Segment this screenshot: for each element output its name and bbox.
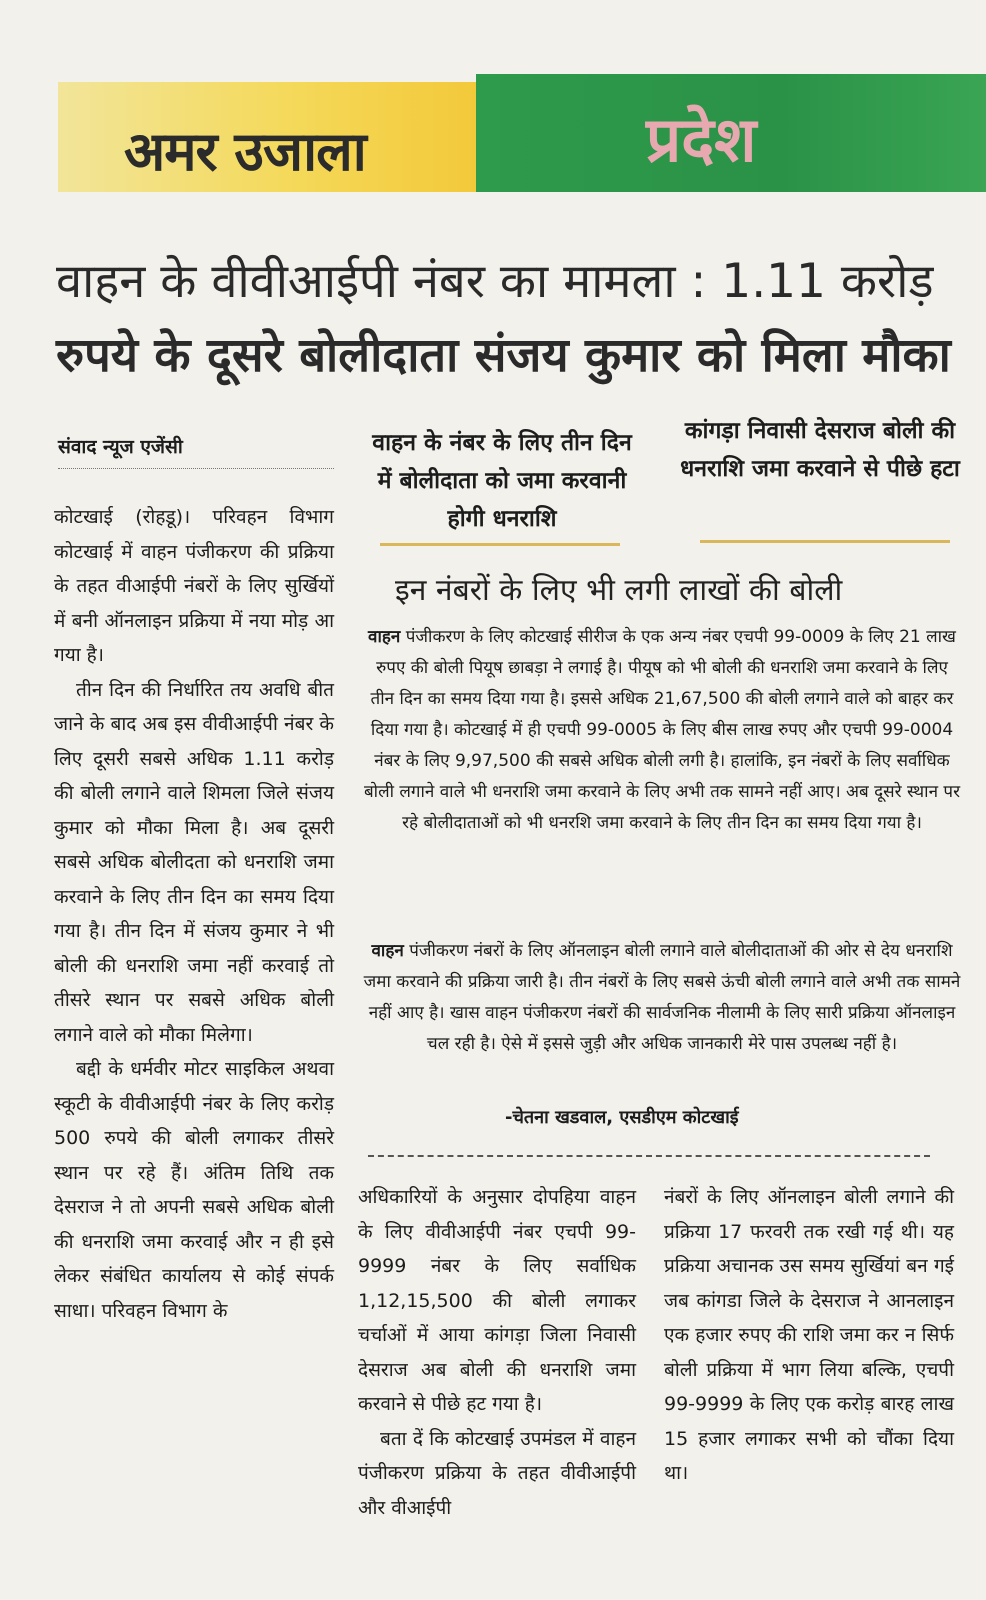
left-paragraph-3: बद्दी के धर्मवीर मोटर साइकिल अथवा स्कूटी के वीवीआईपी नंबर के लिए करोड़ 500 रुपये की बोली लगाकर तीसरे स्थान पर रहे हैं। अंतिम तिथि तक देसराज ने तो अपनी सबसे अधिक बोली की धनराशि जमा करवाई और न ही इसे लेकर संबंधित कार्यालय से कोई संपर्क साधा। परिवहन विभाग के [54, 1058, 334, 1322]
middle-paragraph-2: बता दें कि कोटखाई उपमंडल में वाहन पंजीकरण प्रक्रिया के तहत वीवीआईपी और वीआईपी [358, 1427, 636, 1519]
quote-lead: वाहन [371, 941, 404, 961]
section-panel [476, 74, 986, 192]
box-body-text: पंजीकरण के लिए कोटखाई सीरीज के एक अन्य नंबर एचपी 99-0009 के लिए 21 लाख रुपए की बोली पियूष छाबड़ा ने लगाई है। पीयूष को भी बोली की धनराशि जमा करवाने के लिए तीन दिन का समय दिया गया है। इससे अधिक 21,67,500 की बोली लगाने वाले को बाहर कर दिया गया है। कोटखाई में ही एचपी 99-0005 के लिए बीस लाख रुपए और एचपी 99-0004 नंबर के लिए 9,97,500 की सबसे अधिक बोली लगी है। हालांकि, इन नंबरों के लिए सर्वाधिक बोली लगाने वाले भी धनराशि जमा करवाने के लिए अभी तक सामने नहीं आए। अब दूसरे स्थान पर रहे बोलीदाताओं को भी धनरशि जमा करवाने के लिए तीन दिन का समय दिया गया है। [363, 627, 961, 833]
section-divider [368, 1155, 930, 1157]
official-quote [362, 936, 962, 1060]
left-paragraph-2: तीन दिन की निर्धारित तय अवधि बीत जाने के बाद अब इस वीवीआईपी नंबर के लिए दूसरी सबसे अधिक 1.11 करोड़ की बोली लगाने वाले शिमला जिले संजय कुमार को मौका मिला है। अब दूसरी सबसे अधिक बोलीदता को धनराशि जमा करवाने के लिए तीन दिन का समय दिया गया है। तीन दिन में संजय कुमार ने भी बोली की धनराशि जमा नहीं करवाई तो तीसरे स्थान पर सबसे अधिक बोली लगाने वाले को मौका मिलेगा। [54, 678, 334, 1046]
byline: संवाद न्यूज एजेंसी [58, 436, 183, 458]
masthead-logo-panel [58, 82, 476, 192]
box-heading: इन नंबरों के लिए भी लगी लाखों की बोली [395, 573, 843, 608]
box-body-lead: वाहन [368, 627, 401, 647]
middle-column [358, 1180, 636, 1525]
box-body [362, 622, 962, 839]
section-title: प्रदेश [646, 103, 757, 176]
left-paragraph-1: कोटखाई (रोहडू)। परिवहन विभाग कोटखाई में वाहन पंजीकरण की प्रक्रिया के तहत वीआईपी नंबरों के लिए सुर्खियों में बनी ऑनलाइन प्रक्रिया में नया मोड़ आ गया है। [54, 506, 334, 666]
masthead-banner [58, 74, 986, 192]
subhead-second: कांगड़ा निवासी देसराज बोली की धनराशि जमा करवाने से पीछे हटा [680, 418, 960, 482]
left-column [54, 500, 334, 1328]
subhead-second-rule [700, 540, 950, 543]
subhead-first-rule [380, 543, 620, 546]
quote-signature: -चेतना खडवाल, एसडीएम कोटखाई [505, 1107, 739, 1128]
right-column [664, 1180, 954, 1491]
byline-rule [58, 468, 334, 469]
quote-text: पंजीकरण नंबरों के लिए ऑनलाइन बोली लगाने वाले बोलीदाताओं की ओर से देय धनराशि जमा करवाने की प्रक्रिया जारी है। तीन नंबरों के लिए सबसे ऊंची बोली लगाने वाले अभी तक सामने नहीं आए है। खास वाहन पंजीकरण नंबरों की सार्वजनिक नीलामी के लिए सारी प्रक्रिया ऑनलाइन चल रही है। ऐसे में इससे जुड़ी और अधिक जानकारी मेरे पास उपलब्ध नहीं है। [363, 941, 961, 1054]
headline-line-2: रुपये के दूसरे बोलीदाता संजय कुमार को मिला मौका [56, 328, 951, 383]
headline-line-1: वाहन के वीवीआईपी नंबर का मामला : 1.11 करोड़ [56, 254, 934, 309]
newspaper-logo: अमर उजाला [124, 119, 366, 183]
middle-paragraph-1: अधिकारियों के अनुसार दोपहिया वाहन के लिए वीवीआईपी नंबर एचपी 99-9999 नंबर के लिए सर्वाधिक 1,12,15,500 की बोली लगाकर चर्चाओं में आया कांगड़ा जिला निवासी देसराज अब बोली की धनराशि जमा करवाने से पीछे हट गया है। [358, 1186, 636, 1415]
right-paragraph-1: नंबरों के लिए ऑनलाइन बोली लगाने की प्रक्रिया 17 फरवरी तक रखी गई थी। यह प्रक्रिया अचानक उस समय सुर्खियां बन गई जब कांगडा जिले के देसराज ने आनलाइन एक हजार रुपए की राशि जमा कर न सिर्फ बोली प्रक्रिया में भाग लिया बल्कि, एचपी 99-9999 के लिए एक करोड़ बारह लाख 15 हजार लगाकर सभी को चौंका दिया था। [664, 1186, 954, 1484]
subhead-first: वाहन के नंबर के लिए तीन दिन में बोलीदाता को जमा करवानी होगी धनराशि [372, 430, 632, 532]
